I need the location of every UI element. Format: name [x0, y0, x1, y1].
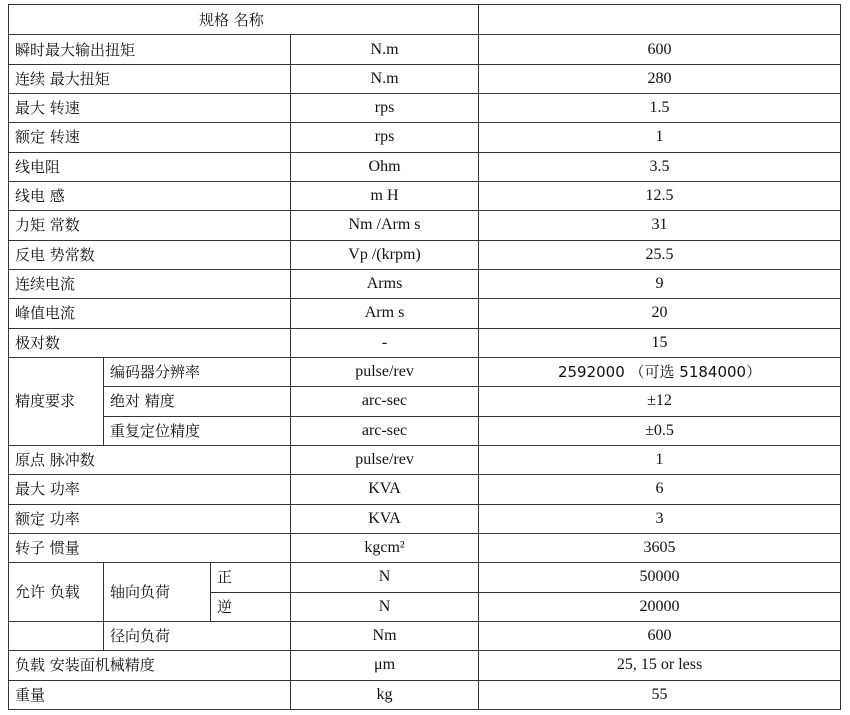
row-label: 连续电流: [9, 269, 291, 298]
row-value: 25, 15 or less: [479, 651, 841, 680]
row-value: 1.5: [479, 94, 841, 123]
row-label: 重量: [9, 680, 291, 709]
row-unit: μm: [291, 651, 479, 680]
row-value: 50000: [479, 563, 841, 592]
table-row: [9, 152, 841, 181]
row-label: 瞬时最大输出扭矩: [9, 35, 291, 64]
row-label: 径向负荷: [104, 621, 291, 650]
row-value: 12.5: [479, 181, 841, 210]
row-label: 正: [211, 563, 291, 592]
row-label: 线电阻: [9, 152, 291, 181]
table-row: [9, 35, 841, 64]
row-value: 2592000 （可选 5184000）: [479, 357, 841, 386]
row-label: 极对数: [9, 328, 291, 357]
row-label: 负载 安装面机械精度: [9, 651, 291, 680]
row-unit: KVA: [291, 475, 479, 504]
row-unit: Vp /(krpm): [291, 240, 479, 269]
row-label: 额定 转速: [9, 123, 291, 152]
axial-load-label: 轴向负荷: [104, 563, 211, 622]
row-unit: Ohm: [291, 152, 479, 181]
row-label: 原点 脉冲数: [9, 445, 291, 474]
table-row: [9, 651, 841, 680]
load-group-label: 允许 负载: [9, 563, 104, 622]
row-label: 逆: [211, 592, 291, 621]
table-row: [9, 328, 841, 357]
row-label: 编码器分辨率: [104, 357, 291, 386]
row-unit: Nm /Arm s: [291, 211, 479, 240]
row-unit: N: [291, 563, 479, 592]
table-row: [9, 621, 841, 650]
row-unit: m H: [291, 181, 479, 210]
row-value: 1: [479, 445, 841, 474]
table-row: [9, 563, 841, 592]
row-unit: Nm: [291, 621, 479, 650]
header-row: [9, 5, 841, 35]
row-value: 6: [479, 475, 841, 504]
row-unit: rps: [291, 94, 479, 123]
row-label: 线电 感: [9, 181, 291, 210]
table-row: [9, 94, 841, 123]
table-row: [9, 680, 841, 709]
table-row: [9, 211, 841, 240]
row-unit: pulse/rev: [291, 445, 479, 474]
table-row: [9, 475, 841, 504]
table-row: [9, 387, 841, 416]
row-label: 最大 转速: [9, 94, 291, 123]
row-value: 9: [479, 269, 841, 298]
row-value: 25.5: [479, 240, 841, 269]
table-row: [9, 240, 841, 269]
row-label: 绝对 精度: [104, 387, 291, 416]
table-row: [9, 416, 841, 445]
row-unit: rps: [291, 123, 479, 152]
header-value-cell: [479, 5, 841, 35]
row-unit: N.m: [291, 64, 479, 93]
row-value: 600: [479, 35, 841, 64]
row-value: 1: [479, 123, 841, 152]
row-value: 20000: [479, 592, 841, 621]
row-label: 重复定位精度: [104, 416, 291, 445]
row-value: 31: [479, 211, 841, 240]
table-row: [9, 269, 841, 298]
table-row: [9, 299, 841, 328]
row-label: 峰值电流: [9, 299, 291, 328]
table-row: [9, 64, 841, 93]
empty-cell: [9, 621, 104, 650]
row-value: 600: [479, 621, 841, 650]
precision-group-label: 精度要求: [9, 357, 104, 445]
table-row: [9, 123, 841, 152]
row-value: 55: [479, 680, 841, 709]
row-label: 反电 势常数: [9, 240, 291, 269]
row-unit: N: [291, 592, 479, 621]
row-unit: kg: [291, 680, 479, 709]
table-row: [9, 181, 841, 210]
spec-table: [8, 4, 841, 710]
row-unit: KVA: [291, 504, 479, 533]
table-row: [9, 357, 841, 386]
row-unit: pulse/rev: [291, 357, 479, 386]
row-value: 20: [479, 299, 841, 328]
row-value: 3.5: [479, 152, 841, 181]
row-label: 额定 功率: [9, 504, 291, 533]
row-value: ±12: [479, 387, 841, 416]
row-label: 转子 惯量: [9, 533, 291, 562]
table-row: [9, 504, 841, 533]
row-unit: kgcm²: [291, 533, 479, 562]
row-unit: arc-sec: [291, 416, 479, 445]
row-unit: -: [291, 328, 479, 357]
row-value: 3605: [479, 533, 841, 562]
spec-name-header: 规格 名称: [9, 5, 479, 35]
row-value: 280: [479, 64, 841, 93]
row-unit: N.m: [291, 35, 479, 64]
table-row: [9, 445, 841, 474]
row-value: 3: [479, 504, 841, 533]
row-value: ±0.5: [479, 416, 841, 445]
row-label: 力矩 常数: [9, 211, 291, 240]
row-label: 连续 最大扭矩: [9, 64, 291, 93]
table-row: [9, 533, 841, 562]
row-value: 15: [479, 328, 841, 357]
row-unit: Arm s: [291, 299, 479, 328]
row-label: 最大 功率: [9, 475, 291, 504]
row-unit: Arms: [291, 269, 479, 298]
row-unit: arc-sec: [291, 387, 479, 416]
